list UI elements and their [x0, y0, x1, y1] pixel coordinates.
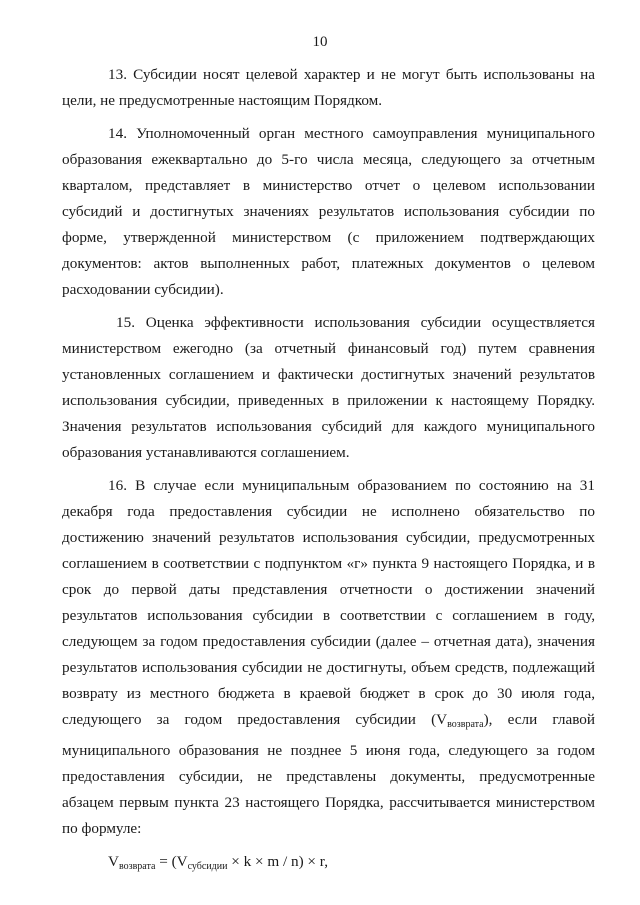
formula-v-return-subscript: возврата	[118, 861, 156, 872]
paragraph-16-subscript: возврата	[447, 719, 484, 730]
return-formula	[62, 849, 595, 880]
formula-v-subsidy-subscript: субсидии	[187, 861, 228, 872]
paragraph-16	[62, 473, 595, 842]
document-body	[62, 62, 595, 880]
paragraph-13: 13. Субсидии носят целевой характер и не могут быть использованы на цели, не предусмотренные настоящим Порядком.	[62, 66, 595, 109]
paragraph-16-text-end: ), если главой муниципального образования не позднее 5 июня года, следующего за годом предоставления субсидии, не представлены документы, предусмотренные абзацем первым пункта 23 настоящего Порядка, рассчитывается министерством по формуле:	[62, 711, 595, 837]
formula-equals-open: = (V	[155, 853, 188, 870]
page-number: 10	[312, 34, 328, 50]
paragraph-15: 15. Оценка эффективности использования субсидии осуществляется министерством ежегодно (за отчетный финансовый год) путем сравнения установленных соглашением и фактически достигнутых значений результатов использования субсидии, приведенных в приложении к настоящему Порядку. Значения результатов использования субсидий для каждого муниципального образования устанавливаются соглашением.	[62, 314, 595, 461]
formula-rest: × k × m / n) × r,	[227, 853, 329, 870]
paragraph-14: 14. Уполномоченный орган местного самоуправления муниципального образования ежеквартально до 5-го числа месяца, следующего за отчетным кварталом, представляет в министерство отчет о целевом использовании субсидий и достигнутых значениях результатов использования субсидии по форме, утвержденной министерством (с приложением подтверждающих документов: актов выполненных работ, платежных документов о целевом расходовании субсидии).	[62, 125, 595, 298]
paragraph-16-text-start: 16. В случае если муниципальным образованием по состоянию на 31 декабря года предоставления субсидии не исполнено обязательство по достижению значений результатов использования субсидии, предусмотренных соглашением в соответствии с подпунктом «г» пункта 9 настоящего Порядка, и в срок до первой даты представления отчетности о достижении значений результатов использования субсидии в соответствии с соглашением в году, следующем за годом предоставления субсидии (далее – отчетная дата), значения результатов использования субсидии не достигнуты, объем средств, подлежащий возврату из местного бюджета в краевой бюджет в срок до 30 июля года, следующего за годом предоставления субсидии (V	[62, 477, 595, 728]
formula-v-return: V	[108, 853, 119, 870]
